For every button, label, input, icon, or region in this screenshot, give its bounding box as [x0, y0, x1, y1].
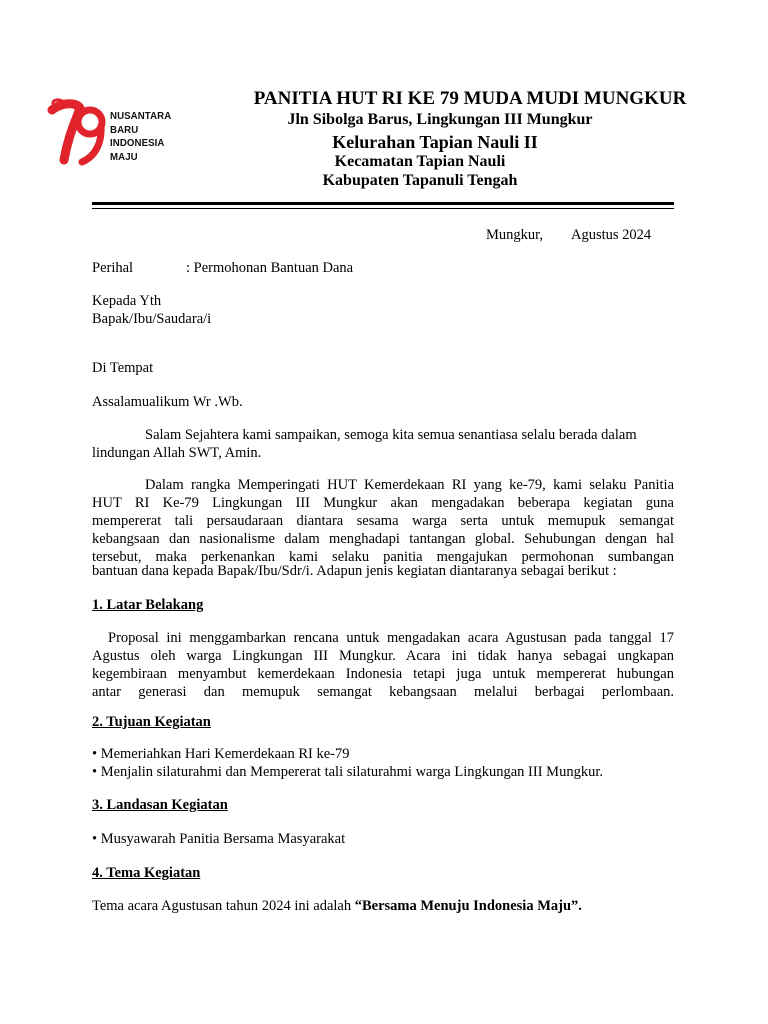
letterhead-title: PANITIA HUT RI KE 79 MUDA MUDI MUNGKUR — [253, 88, 687, 109]
section-4-title: 4. Tema Kegiatan — [92, 865, 201, 881]
s1-line-2: Agustus oleh warga Lingkungan III Mungkur. Acara ini tidak hanya sebagai ungkapan — [92, 648, 674, 664]
logo-line-1: NUSANTARA — [110, 110, 172, 122]
s2-item-2: • Menjalin silaturahmi dan Mempererat tali silaturahmi warga Lingkungan III Mungkur. — [92, 764, 603, 780]
letterhead-kecamatan: Kecamatan Tapian Nauli — [334, 153, 506, 170]
para2-line-3: mempererat tali persaudaraan diantara sesama warga serta untuk memupuk semangat — [92, 513, 674, 529]
s1-line-3: kegembiraan menyambut kemerdekaan Indonesia tetapi juga untuk mempererat hubungan — [92, 666, 674, 682]
section-3-title: 3. Landasan Kegiatan — [92, 797, 228, 813]
recipient: Bapak/Ibu/Saudara/i — [92, 311, 212, 327]
letterhead-kelurahan: Kelurahan Tapian Nauli II — [332, 132, 538, 152]
s4-text-plain: Tema acara Agustusan tahun 2024 ini adalah — [92, 898, 352, 914]
letterhead-kabupaten: Kabupaten Tapanuli Tengah — [322, 172, 518, 189]
section-2-title: 2. Tujuan Kegiatan — [92, 714, 211, 730]
s1-line-1: Proposal ini menggambarkan rencana untuk mengadakan acara Agustusan pada tanggal 17 — [108, 630, 674, 646]
perihal-value: : Permohonan Bantuan Dana — [186, 260, 354, 276]
logo-line-3: INDONESIA — [110, 137, 165, 149]
para2-line-6: bantuan dana kepada Bapak/Ibu/Sdr/i. Adapun jenis kegiatan diantaranya sebagai berikut : — [92, 563, 617, 579]
di-tempat: Di Tempat — [92, 360, 154, 376]
logo-line-2: BARU — [110, 123, 139, 136]
s1-line-4: antar generasi dan memupuk semangat kebangsaan melalui berbagai perlombaan. — [92, 684, 674, 700]
letterhead-address: Jln Sibolga Barus, Lingkungan III Mungkur — [287, 111, 593, 128]
letterhead-rule-thin — [92, 208, 674, 209]
para2-line-4: kebangsaan dan nasionalisme dalam menghadapi tantangan global. Sehubungan dengan hal — [92, 531, 674, 547]
s3-item-1: • Musyawarah Panitia Bersama Masyarakat — [92, 831, 346, 847]
para2-line-5: tersebut, maka perkenankan kami selaku panitia mengajukan permohonan sumbangan — [92, 549, 674, 565]
s4-theme: “Bersama Menuju Indonesia Maju”. — [354, 898, 582, 914]
letterhead-rule-thick — [92, 202, 674, 205]
para1-line-2: lindungan Allah SWT, Amin. — [92, 445, 262, 461]
para1-line-1: Salam Sejahtera kami sampaikan, semoga kita semua senantiasa selalu berada dalam — [145, 427, 637, 443]
section-1-title: 1. Latar Belakang — [92, 597, 204, 613]
letter-place: Mungkur, — [486, 227, 544, 243]
para2-line-2: HUT RI Ke-79 Lingkungan III Mungkur akan mengadakan beberapa kegiatan guna — [92, 495, 674, 511]
letter-date: Agustus 2024 — [571, 227, 652, 243]
salam-opening: Assalamualikum Wr .Wb. — [92, 394, 243, 410]
kepada-yth: Kepada Yth — [92, 293, 162, 309]
s4-text — [92, 897, 582, 916]
para2-line-1: Dalam rangka Memperingati HUT Kemerdekaan RI yang ke-79, kami selaku Panitia — [145, 477, 674, 493]
perihal-label: Perihal — [92, 260, 134, 276]
s2-item-1: • Memeriahkan Hari Kemerdekaan RI ke-79 — [92, 746, 350, 762]
logo-line-4: MAJU — [110, 150, 138, 163]
